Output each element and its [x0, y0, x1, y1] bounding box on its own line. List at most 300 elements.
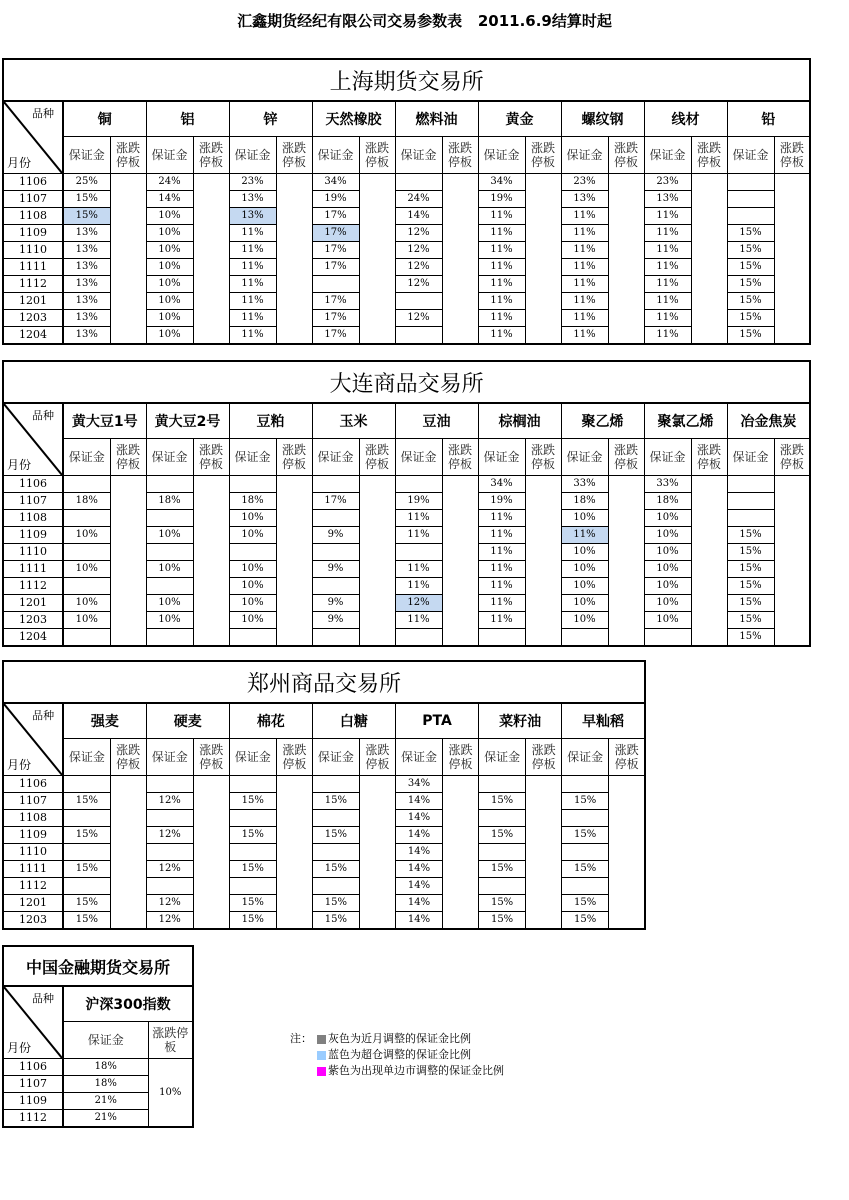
purple-swatch-icon [317, 1067, 326, 1076]
margin-cell: 10% [146, 612, 193, 629]
limit-cell [442, 476, 478, 647]
margin-cell: 12% [395, 259, 442, 276]
margin-cell: 24% [146, 174, 193, 191]
exchange-name: 郑州商品交易所 [3, 661, 645, 703]
margin-cell: 11% [561, 208, 608, 225]
margin-cell: 13% [63, 225, 110, 242]
limit-cell [525, 174, 561, 345]
margin-cell: 11% [561, 327, 608, 345]
margin-cell: 15% [312, 827, 359, 844]
month-cell: 1204 [3, 629, 63, 647]
margin-header: 保证金 [63, 739, 110, 776]
month-cell: 1110 [3, 544, 63, 561]
exchange-name: 大连商品交易所 [3, 361, 810, 403]
limit-cell [359, 476, 395, 647]
margin-cell: 17% [312, 225, 359, 242]
product-header: PTA [395, 703, 478, 739]
margin-cell: 11% [395, 510, 442, 527]
margin-cell: 11% [644, 242, 691, 259]
margin-cell [63, 810, 110, 827]
margin-cell: 11% [478, 561, 525, 578]
margin-cell: 15% [727, 310, 774, 327]
margin-cell [63, 629, 110, 647]
legend-text-gray: 灰色为近月调整的保证金比例 [328, 1032, 471, 1045]
margin-cell [727, 476, 774, 493]
margin-cell: 14% [395, 878, 442, 895]
margin-cell: 11% [561, 259, 608, 276]
margin-cell [395, 327, 442, 345]
product-header: 强麦 [63, 703, 146, 739]
margin-cell: 21% [63, 1110, 148, 1128]
margin-cell [63, 776, 110, 793]
product-header: 沪深300指数 [63, 986, 193, 1022]
margin-cell: 15% [479, 861, 526, 878]
limit-cell [276, 776, 312, 930]
margin-cell: 11% [561, 527, 608, 544]
margin-cell: 10% [146, 310, 193, 327]
limit-cell [110, 776, 146, 930]
margin-cell [229, 844, 276, 861]
margin-cell: 14% [395, 810, 442, 827]
product-header: 硬麦 [146, 703, 229, 739]
month-cell: 1108 [3, 810, 63, 827]
margin-cell: 15% [63, 861, 110, 878]
margin-header: 保证金 [562, 739, 609, 776]
margin-cell: 13% [229, 208, 276, 225]
margin-cell: 15% [727, 561, 774, 578]
month-cell: 1106 [3, 174, 63, 191]
limit-header: 涨跌停板 [359, 137, 395, 174]
margin-cell: 15% [479, 895, 526, 912]
limit-cell [110, 476, 146, 647]
margin-cell [727, 510, 774, 527]
margin-cell: 18% [63, 493, 110, 510]
month-label: 月份 [7, 156, 32, 170]
margin-cell: 15% [312, 895, 359, 912]
margin-cell: 15% [479, 827, 526, 844]
month-label: 月份 [7, 1041, 32, 1055]
legend-lead: 注： [290, 1032, 312, 1045]
limit-cell [774, 174, 810, 345]
margin-cell [562, 776, 609, 793]
margin-header: 保证金 [644, 439, 691, 476]
margin-cell: 34% [395, 776, 442, 793]
limit-cell [193, 776, 229, 930]
margin-cell: 11% [478, 259, 525, 276]
margin-cell: 10% [229, 527, 276, 544]
margin-cell [63, 878, 110, 895]
margin-cell: 11% [395, 527, 442, 544]
margin-cell [63, 476, 110, 493]
margin-cell [727, 174, 774, 191]
margin-cell: 13% [63, 327, 110, 345]
margin-cell: 15% [63, 895, 110, 912]
margin-cell: 10% [561, 578, 608, 595]
limit-header: 涨跌停板 [442, 137, 478, 174]
product-month-header [3, 403, 63, 476]
month-cell: 1106 [3, 1059, 63, 1076]
limit-cell [691, 476, 727, 647]
margin-cell: 34% [478, 476, 525, 493]
month-cell: 1107 [3, 493, 63, 510]
margin-cell: 17% [312, 293, 359, 310]
margin-cell: 11% [478, 527, 525, 544]
product-month-header [3, 703, 63, 776]
margin-cell: 11% [395, 578, 442, 595]
limit-header: 涨跌停板 [276, 137, 312, 174]
limit-cell [276, 174, 312, 345]
margin-cell [312, 776, 359, 793]
margin-cell [562, 810, 609, 827]
margin-cell: 34% [312, 174, 359, 191]
margin-cell: 17% [312, 259, 359, 276]
margin-cell: 15% [727, 327, 774, 345]
margin-header: 保证金 [561, 137, 608, 174]
margin-cell: 14% [395, 861, 442, 878]
margin-cell: 10% [63, 561, 110, 578]
margin-cell: 10% [644, 595, 691, 612]
table-row [3, 1059, 193, 1076]
margin-cell: 33% [561, 476, 608, 493]
margin-cell: 19% [395, 493, 442, 510]
margin-cell: 11% [561, 293, 608, 310]
margin-cell: 21% [63, 1093, 148, 1110]
margin-cell: 15% [727, 629, 774, 647]
product-header: 聚乙烯 [561, 403, 644, 439]
margin-header: 保证金 [312, 439, 359, 476]
blue-swatch-icon [317, 1051, 326, 1060]
margin-cell [478, 629, 525, 647]
margin-cell: 12% [395, 225, 442, 242]
limit-header: 涨跌停板 [443, 739, 479, 776]
margin-cell [146, 510, 193, 527]
margin-cell: 11% [478, 293, 525, 310]
margin-cell: 11% [644, 208, 691, 225]
margin-cell [312, 578, 359, 595]
margin-cell: 10% [229, 561, 276, 578]
margin-cell [229, 629, 276, 647]
margin-cell: 23% [229, 174, 276, 191]
limit-header: 涨跌停板 [774, 439, 810, 476]
month-cell: 1111 [3, 561, 63, 578]
margin-cell: 11% [478, 510, 525, 527]
margin-cell: 18% [63, 1076, 148, 1093]
month-cell: 1201 [3, 293, 63, 310]
margin-cell: 15% [727, 293, 774, 310]
margin-cell: 11% [478, 310, 525, 327]
margin-cell: 15% [727, 595, 774, 612]
margin-cell [644, 629, 691, 647]
margin-cell: 12% [395, 242, 442, 259]
document-title [0, 10, 849, 31]
margin-cell: 10% [146, 293, 193, 310]
limit-header: 涨跌停板 [193, 137, 229, 174]
margin-cell: 9% [312, 527, 359, 544]
margin-cell: 11% [229, 310, 276, 327]
margin-cell: 10% [146, 259, 193, 276]
margin-cell: 9% [312, 595, 359, 612]
cffex-table [2, 945, 194, 1128]
margin-cell: 14% [395, 793, 442, 810]
margin-cell [312, 810, 359, 827]
margin-cell [312, 544, 359, 561]
margin-cell [229, 776, 276, 793]
month-label: 月份 [7, 458, 32, 472]
margin-cell: 14% [395, 827, 442, 844]
margin-cell: 15% [727, 544, 774, 561]
shfe-table [2, 58, 811, 345]
margin-cell: 9% [312, 561, 359, 578]
limit-header: 涨跌停板 [193, 739, 229, 776]
limit-cell [276, 476, 312, 647]
product-header: 燃料油 [395, 101, 478, 137]
limit-cell [193, 174, 229, 345]
limit-header: 涨跌停板 [609, 739, 645, 776]
margin-cell: 11% [478, 276, 525, 293]
margin-header: 保证金 [644, 137, 691, 174]
margin-cell: 14% [395, 208, 442, 225]
dce-table [2, 360, 811, 647]
margin-cell: 11% [478, 612, 525, 629]
limit-cell: 10% [148, 1059, 193, 1128]
month-cell: 1107 [3, 1076, 63, 1093]
margin-cell: 15% [479, 793, 526, 810]
margin-cell: 15% [312, 912, 359, 930]
margin-cell: 11% [229, 225, 276, 242]
margin-cell: 15% [63, 793, 110, 810]
month-cell: 1107 [3, 191, 63, 208]
margin-cell: 13% [63, 242, 110, 259]
product-month-header [3, 101, 63, 174]
limit-cell [691, 174, 727, 345]
product-header: 线材 [644, 101, 727, 137]
margin-cell: 11% [561, 276, 608, 293]
margin-cell: 11% [644, 310, 691, 327]
margin-cell: 14% [395, 895, 442, 912]
product-label: 品种 [32, 709, 55, 722]
month-cell: 1108 [3, 510, 63, 527]
margin-cell [146, 844, 193, 861]
margin-header: 保证金 [312, 739, 359, 776]
margin-cell: 15% [312, 793, 359, 810]
margin-cell [395, 293, 442, 310]
margin-cell [63, 544, 110, 561]
margin-cell: 18% [644, 493, 691, 510]
margin-cell [146, 776, 193, 793]
month-cell: 1106 [3, 476, 63, 493]
margin-cell: 19% [478, 191, 525, 208]
margin-cell: 19% [312, 191, 359, 208]
product-header: 铜 [63, 101, 146, 137]
legend-row-gray [290, 1031, 504, 1047]
month-cell: 1111 [3, 861, 63, 878]
margin-cell: 15% [229, 895, 276, 912]
margin-cell: 18% [63, 1059, 148, 1076]
product-header: 黄金 [478, 101, 561, 137]
month-cell: 1203 [3, 612, 63, 629]
margin-cell: 12% [395, 310, 442, 327]
product-header: 玉米 [312, 403, 395, 439]
margin-cell: 14% [395, 912, 442, 930]
margin-header: 保证金 [395, 439, 442, 476]
product-header: 黄大豆1号 [63, 403, 146, 439]
limit-header: 涨跌停板 [110, 137, 146, 174]
margin-cell: 11% [478, 225, 525, 242]
margin-cell: 13% [63, 310, 110, 327]
margin-cell [395, 476, 442, 493]
margin-cell [229, 476, 276, 493]
limit-cell [608, 174, 644, 345]
margin-cell [312, 629, 359, 647]
margin-cell: 10% [146, 561, 193, 578]
legend [290, 1031, 504, 1079]
margin-cell: 15% [229, 827, 276, 844]
margin-header: 保证金 [63, 439, 110, 476]
margin-cell: 11% [229, 276, 276, 293]
margin-header: 保证金 [312, 137, 359, 174]
limit-header: 涨跌停板 [148, 1022, 193, 1059]
month-cell: 1203 [3, 310, 63, 327]
limit-cell [525, 476, 561, 647]
margin-cell: 10% [146, 242, 193, 259]
margin-cell: 11% [478, 578, 525, 595]
limit-cell [526, 776, 562, 930]
product-header: 铝 [146, 101, 229, 137]
margin-cell: 18% [561, 493, 608, 510]
margin-cell [479, 810, 526, 827]
product-header: 豆粕 [229, 403, 312, 439]
margin-cell: 10% [63, 595, 110, 612]
margin-cell: 17% [312, 327, 359, 345]
margin-cell [146, 476, 193, 493]
margin-cell: 15% [562, 861, 609, 878]
margin-cell [395, 544, 442, 561]
month-cell: 1109 [3, 527, 63, 544]
margin-header: 保证金 [478, 137, 525, 174]
margin-cell: 15% [562, 827, 609, 844]
limit-header: 涨跌停板 [276, 739, 312, 776]
margin-header: 保证金 [395, 137, 442, 174]
margin-cell: 23% [644, 174, 691, 191]
limit-header: 涨跌停板 [526, 739, 562, 776]
margin-cell: 10% [561, 510, 608, 527]
margin-cell: 24% [395, 191, 442, 208]
table-row [3, 174, 810, 191]
product-month-header [3, 986, 63, 1059]
margin-header: 保证金 [479, 739, 526, 776]
margin-cell: 10% [146, 527, 193, 544]
margin-cell: 13% [63, 276, 110, 293]
margin-cell: 11% [478, 242, 525, 259]
table-row [3, 776, 645, 793]
margin-cell: 15% [229, 912, 276, 930]
month-cell: 1201 [3, 895, 63, 912]
margin-cell: 34% [478, 174, 525, 191]
margin-cell [146, 810, 193, 827]
product-header: 黄大豆2号 [146, 403, 229, 439]
margin-cell: 11% [644, 225, 691, 242]
limit-cell [193, 476, 229, 647]
margin-header: 保证金 [478, 439, 525, 476]
margin-cell: 10% [229, 612, 276, 629]
margin-cell: 13% [63, 259, 110, 276]
margin-cell: 10% [644, 527, 691, 544]
margin-cell [312, 844, 359, 861]
margin-cell [727, 191, 774, 208]
margin-cell: 10% [146, 276, 193, 293]
margin-header: 保证金 [561, 439, 608, 476]
limit-header: 涨跌停板 [110, 739, 146, 776]
margin-cell: 11% [229, 293, 276, 310]
margin-cell: 23% [561, 174, 608, 191]
month-cell: 1107 [3, 793, 63, 810]
limit-header: 涨跌停板 [276, 439, 312, 476]
margin-cell: 10% [146, 595, 193, 612]
product-header: 早籼稻 [562, 703, 645, 739]
limit-header: 涨跌停板 [359, 439, 395, 476]
margin-cell: 10% [63, 612, 110, 629]
margin-cell: 11% [561, 310, 608, 327]
margin-cell: 15% [63, 827, 110, 844]
margin-header: 保证金 [146, 439, 193, 476]
gray-swatch-icon [317, 1035, 326, 1044]
margin-cell: 11% [561, 242, 608, 259]
margin-cell: 15% [727, 527, 774, 544]
margin-cell: 15% [727, 225, 774, 242]
margin-cell: 10% [561, 561, 608, 578]
limit-cell [774, 476, 810, 647]
document-date-note: 2011.6.9结算时起 [477, 12, 612, 30]
margin-cell: 11% [478, 208, 525, 225]
product-label: 品种 [32, 409, 54, 422]
month-cell: 1112 [3, 878, 63, 895]
margin-cell: 15% [562, 793, 609, 810]
margin-cell [146, 578, 193, 595]
product-header: 铅 [727, 101, 810, 137]
margin-cell: 18% [229, 493, 276, 510]
product-header: 聚氯乙烯 [644, 403, 727, 439]
margin-cell: 19% [478, 493, 525, 510]
limit-header: 涨跌停板 [525, 137, 561, 174]
margin-cell: 10% [644, 561, 691, 578]
margin-cell: 17% [312, 208, 359, 225]
margin-cell: 15% [63, 912, 110, 930]
margin-cell: 15% [727, 242, 774, 259]
margin-cell: 11% [478, 327, 525, 345]
margin-cell: 11% [229, 327, 276, 345]
exchange-name: 中国金融期货交易所 [3, 946, 193, 986]
margin-header: 保证金 [146, 137, 193, 174]
document-title-text: 汇鑫期货经纪有限公司交易参数表 [237, 12, 463, 30]
margin-header: 保证金 [63, 1022, 148, 1059]
margin-cell [146, 878, 193, 895]
limit-header: 涨跌停板 [774, 137, 810, 174]
legend-row-blue [290, 1047, 504, 1063]
margin-cell: 12% [146, 861, 193, 878]
margin-cell: 15% [479, 912, 526, 930]
margin-cell: 11% [644, 276, 691, 293]
margin-cell: 15% [63, 208, 110, 225]
margin-cell: 13% [561, 191, 608, 208]
margin-cell [146, 629, 193, 647]
margin-header: 保证金 [727, 137, 774, 174]
limit-cell [110, 174, 146, 345]
product-header: 棕榈油 [478, 403, 561, 439]
product-label: 品种 [32, 107, 54, 120]
margin-cell: 17% [312, 242, 359, 259]
margin-cell [229, 810, 276, 827]
margin-cell [395, 174, 442, 191]
